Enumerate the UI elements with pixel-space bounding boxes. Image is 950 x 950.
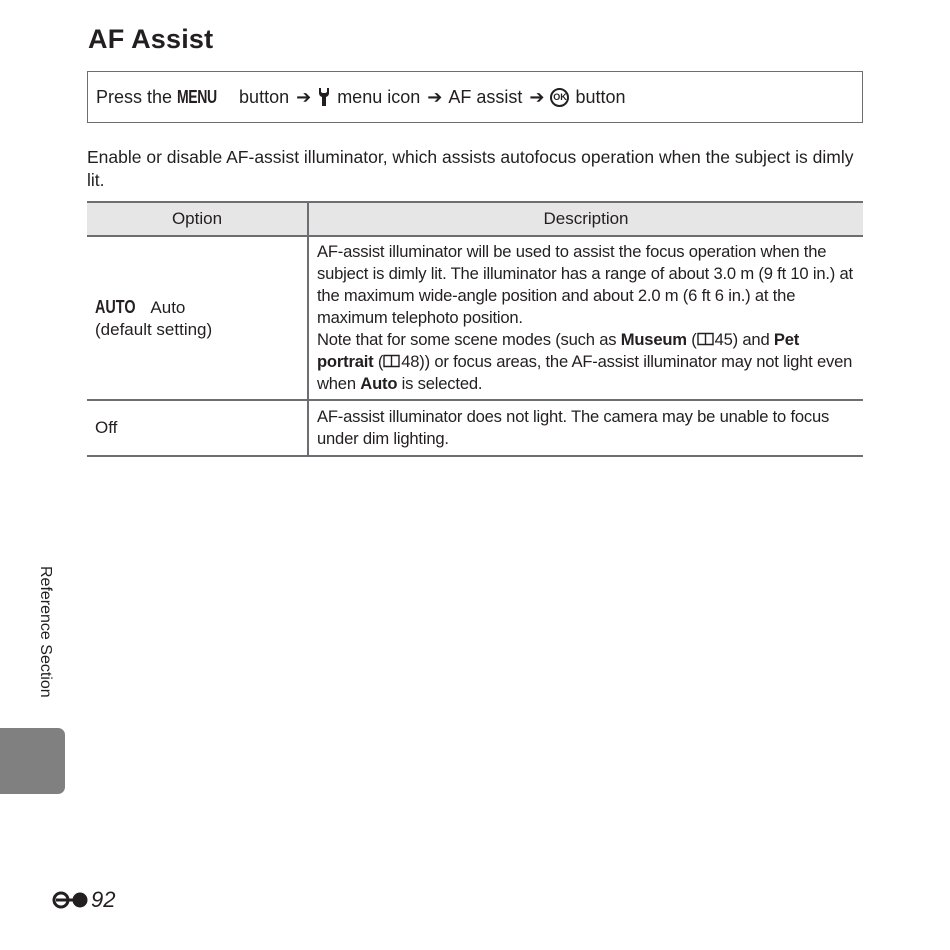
description-cell (308, 236, 863, 400)
page-ref: 48)) or focus areas, the AF-assist illuminator may not light even when (317, 352, 853, 393)
page-title: AF Assist (88, 24, 214, 54)
side-section-label: Reference Section (37, 566, 54, 698)
option-label: Off (95, 418, 118, 437)
arrow-icon: ➔ (296, 86, 312, 107)
arrow-icon: ➔ (427, 86, 443, 107)
menu-path-box (87, 71, 863, 123)
nav-seg2: menu icon (337, 86, 421, 107)
museum-term: Museum (620, 330, 687, 349)
pet-portrait-term: Pet portrait (317, 330, 800, 371)
header-option: Option (87, 202, 308, 236)
desc-text: Note that for some scene modes (such as (317, 330, 621, 349)
page-ref: 45) and (714, 330, 774, 349)
options-table (87, 201, 863, 457)
option-cell (87, 400, 308, 456)
description-cell: AF-assist illuminator does not light. The camera may be unable to focus under dim lighting. (308, 400, 863, 456)
auto-term: Auto (360, 374, 398, 393)
desc-text: is selected. (397, 374, 483, 393)
table-row (87, 400, 863, 456)
wrench-icon (317, 87, 331, 107)
auto-mode-glyph: AUTO (95, 296, 136, 317)
desc-paragraph: AF-assist illuminator will be used to assist the focus operation when the subject is dimly lit. The illuminator has a range of about 3.0 m (9 ft 10 in.) at the maximum wide-angle position and about 2.0 m (6 ft 6 in.) at the maximum telephoto position. (317, 242, 853, 327)
table-header-row (87, 202, 863, 236)
page-number (52, 887, 115, 913)
option-label: Auto (150, 297, 186, 317)
section-tab (0, 728, 65, 794)
intro-paragraph: Enable or disable AF-assist illuminator, which assists autofocus operation when the subject is dimly lit. (87, 147, 854, 190)
desc-text: ( (373, 352, 384, 371)
table-row (87, 236, 863, 400)
header-description: Description (308, 202, 863, 236)
book-icon (383, 354, 400, 368)
page-number-text: 92 (91, 887, 116, 912)
option-cell (87, 236, 308, 400)
nav-seg4: button (575, 86, 626, 107)
arrow-icon: ➔ (529, 86, 545, 107)
nav-prefix: Press the (96, 86, 173, 107)
book-icon (697, 332, 714, 346)
nav-seg3: AF assist (448, 86, 523, 107)
desc-text: ( (686, 330, 697, 349)
nav-seg1: button (239, 86, 290, 107)
reference-section-icon (52, 890, 90, 910)
menu-button-glyph: MENU (177, 86, 217, 107)
option-sublabel: (default setting) (95, 319, 213, 339)
ok-button-icon: OK (550, 88, 569, 107)
